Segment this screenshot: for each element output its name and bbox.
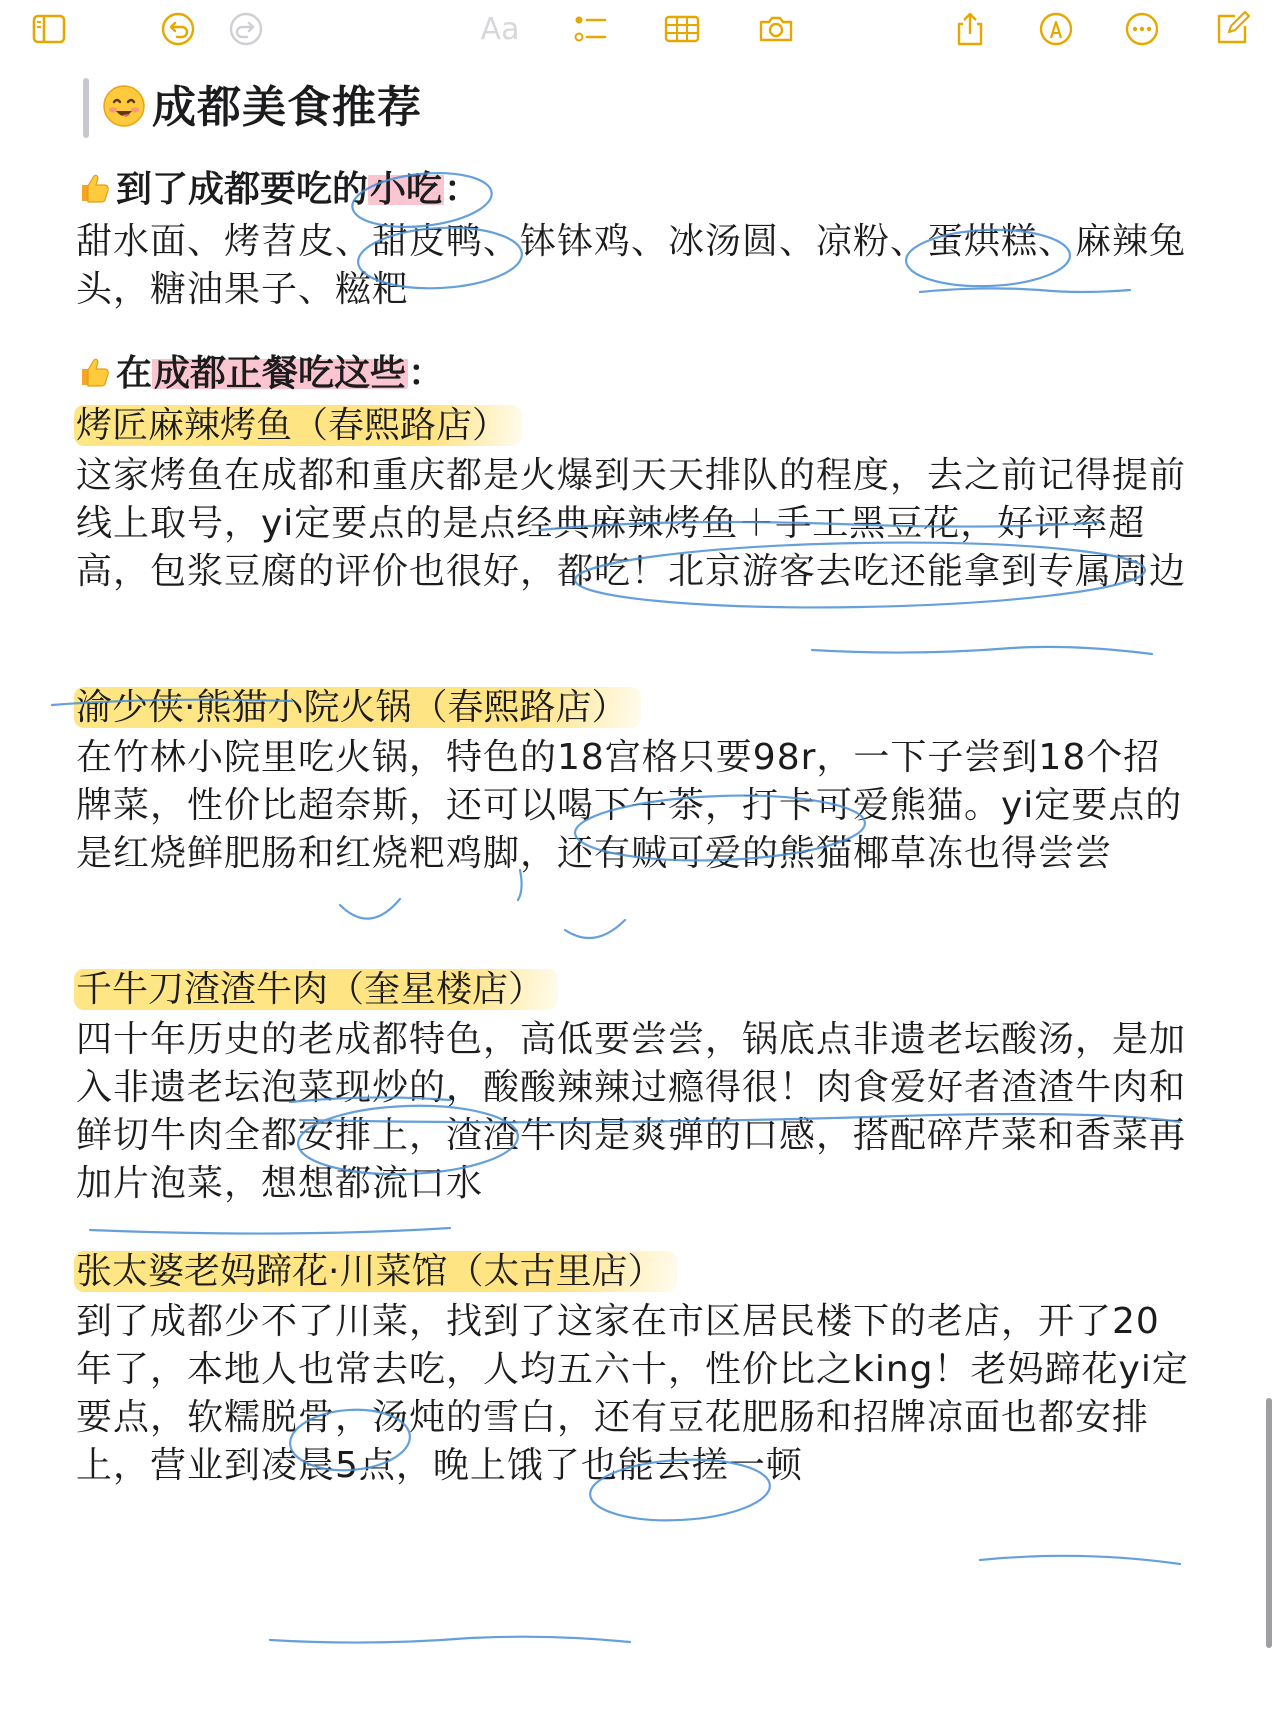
- shop-description: 到了成都少不了川菜，找到了这家在市区居民楼下的老店，开了20年了，本地人也常去吃，人均五六十，性价比之king！老妈蹄花yi定要点，软糯脱骨，汤炖的雪白，还有豆花肥肠和招牌凉面也都安排上，营业到凌晨5点，晚上饿了也能去搓一顿: [76, 1301, 1189, 1486]
- share-icon[interactable]: [948, 7, 992, 51]
- section-heading-prefix: 在: [116, 353, 153, 394]
- shop-name-text: 烤匠麻辣烤鱼（春熙路店）: [74, 405, 522, 446]
- more-icon[interactable]: [1120, 7, 1164, 51]
- shop-name-text: 张太婆老妈蹄花·川菜馆（太古里店）: [74, 1251, 677, 1292]
- table-icon[interactable]: [660, 7, 704, 51]
- shop-name: [76, 402, 532, 450]
- note-title-text: 成都美食推荐: [152, 82, 422, 133]
- scrollbar[interactable]: [1266, 1398, 1272, 1648]
- checklist-icon[interactable]: [568, 7, 612, 51]
- snacks-list: 甜水面、烤苕皮、甜皮鸭、钵钵鸡、冰汤圆、凉粉、蛋烘糕、麻辣兔头，糖油果子、糍粑: [76, 221, 1187, 310]
- section-heading-suffix: ：: [444, 169, 481, 210]
- notes-toolbar: [0, 0, 1280, 60]
- section-heading-suffix: ：: [408, 353, 445, 394]
- section-heading-prefix: 到了成都要吃的: [116, 169, 369, 210]
- shop-description: 在竹林小院里吃火锅，特色的18宫格只要98r，一下子尝到18个招牌菜，性价比超奈斯，还可以喝下午茶，打卡可爱熊猫。yi定要点的是红烧鲜肥肠和红烧粑鸡脚，还有贼可爱的熊猫椰草冻也得尝尝: [76, 737, 1183, 874]
- shop-name: [76, 1248, 687, 1296]
- smiling-face-emoji-icon: [102, 84, 146, 128]
- shop-name-text: 千牛刀渣渣牛肉（奎星楼店）: [74, 969, 558, 1010]
- section-heading-meals: [76, 350, 444, 398]
- pen-underline: [90, 1228, 450, 1234]
- title-quote-bar: [83, 78, 89, 138]
- markup-icon[interactable]: [1034, 7, 1078, 51]
- shop-name: [76, 684, 651, 732]
- camera-icon[interactable]: [754, 7, 798, 51]
- pen-underline: [980, 1556, 1180, 1564]
- pen-squiggle: [340, 870, 625, 938]
- shop-name: [76, 966, 568, 1014]
- section-heading-snacks: [76, 166, 480, 214]
- pen-underline: [812, 647, 1152, 654]
- shop-description: 这家烤鱼在成都和重庆都是火爆到天天排队的程度，去之前记得提前线上取号，yi定要点的是点经典麻辣烤鱼＋手工黑豆花，好评率超高，包浆豆腐的评价也很好，都吃！北京游客去吃还能拿到专属周边: [76, 455, 1187, 592]
- section-heading-highlight: 成都正餐吃这些: [154, 353, 407, 394]
- pen-underline: [270, 1637, 630, 1643]
- text-format-label: Aa: [480, 11, 520, 47]
- thumbs-up-emoji-icon: [76, 353, 112, 389]
- undo-icon[interactable]: [156, 7, 200, 51]
- thumbs-up-emoji-icon: [76, 169, 112, 205]
- redo-icon[interactable]: [224, 7, 268, 51]
- text-format-button[interactable]: [478, 7, 522, 51]
- sidebar-icon[interactable]: [27, 7, 71, 51]
- section-heading-highlight: 小吃: [370, 169, 443, 210]
- shop-name-text: 渝少侠·熊猫小院火锅（春熙路店）: [74, 687, 641, 728]
- shop-description: 四十年历史的老成都特色，高低要尝尝，锅底点非遗老坛酸汤，是加入非遗老坛泡菜现炒的，酸酸辣辣过瘾得很！肉食爱好者渣渣牛肉和鲜切牛肉全都安排上，渣渣牛肉是爽弹的口感，搭配碎芹菜和香菜再加片泡菜，想想都流口水: [76, 1019, 1187, 1204]
- compose-icon[interactable]: [1210, 7, 1254, 51]
- note-title: [102, 78, 422, 138]
